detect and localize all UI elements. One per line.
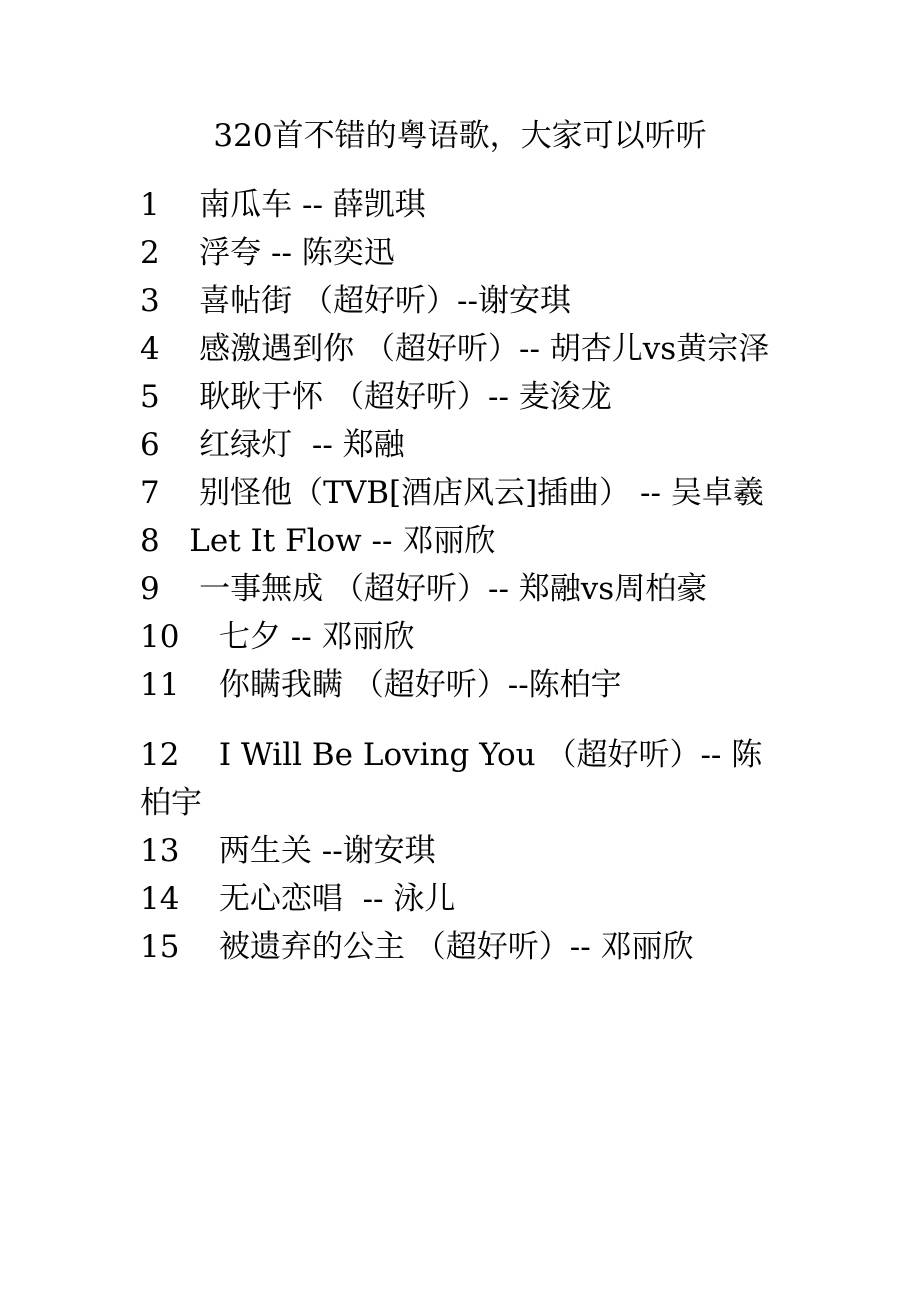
song-line: 8 Let It Flow -- 邓丽欣 [140,523,496,559]
song-line: 3 喜帖街 （超好听）--谢安琪 [140,283,571,319]
song-item-10 [140,613,770,661]
song-line: 7 别怪他（TVB[酒店风云]插曲） -- 吴卓羲 [140,475,764,511]
document-title: 320首不错的粤语歌，大家可以听听 [213,118,707,154]
song-line: 14 无心恋唱 -- 泳儿 [140,881,456,917]
song-line: 2 浮夸 -- 陈奕迅 [140,235,395,271]
song-item-11 [140,661,770,709]
song-line: 4 感激遇到你 （超好听）-- 胡杏儿vs黄宗泽 [140,331,770,367]
song-line: 11 你瞒我瞒 （超好听）--陈柏宇 [140,667,622,703]
song-item-15 [140,923,770,971]
song-line: 1 南瓜车 -- 薛凯琪 [140,187,426,223]
song-item-7 [140,469,770,517]
song-item-1 [140,181,770,229]
song-line: 6 红绿灯 -- 郑融 [140,427,405,463]
song-line: 10 七夕 -- 邓丽欣 [140,619,415,655]
song-item-12 [140,731,770,827]
song-line: 5 耿耿于怀 （超好听）-- 麦浚龙 [140,379,612,415]
song-item-9 [140,565,770,613]
song-item-13 [140,827,770,875]
song-line: 15 被遗弃的公主 （超好听）-- 邓丽欣 [140,929,694,965]
song-item-5 [140,373,770,421]
song-item-2 [140,229,770,277]
song-line: 13 两生关 --谢安琪 [140,833,436,869]
song-item-14 [140,875,770,923]
song-item-3 [140,277,770,325]
song-list [140,181,770,971]
song-item-4 [140,325,770,373]
song-line: 9 一事無成 （超好听）-- 郑融vs周柏豪 [140,571,708,607]
song-line: 12 I Will Be Loving You （超好听）-- 陈柏宇 [140,737,763,821]
song-item-6 [140,421,770,469]
song-item-8 [140,517,770,565]
